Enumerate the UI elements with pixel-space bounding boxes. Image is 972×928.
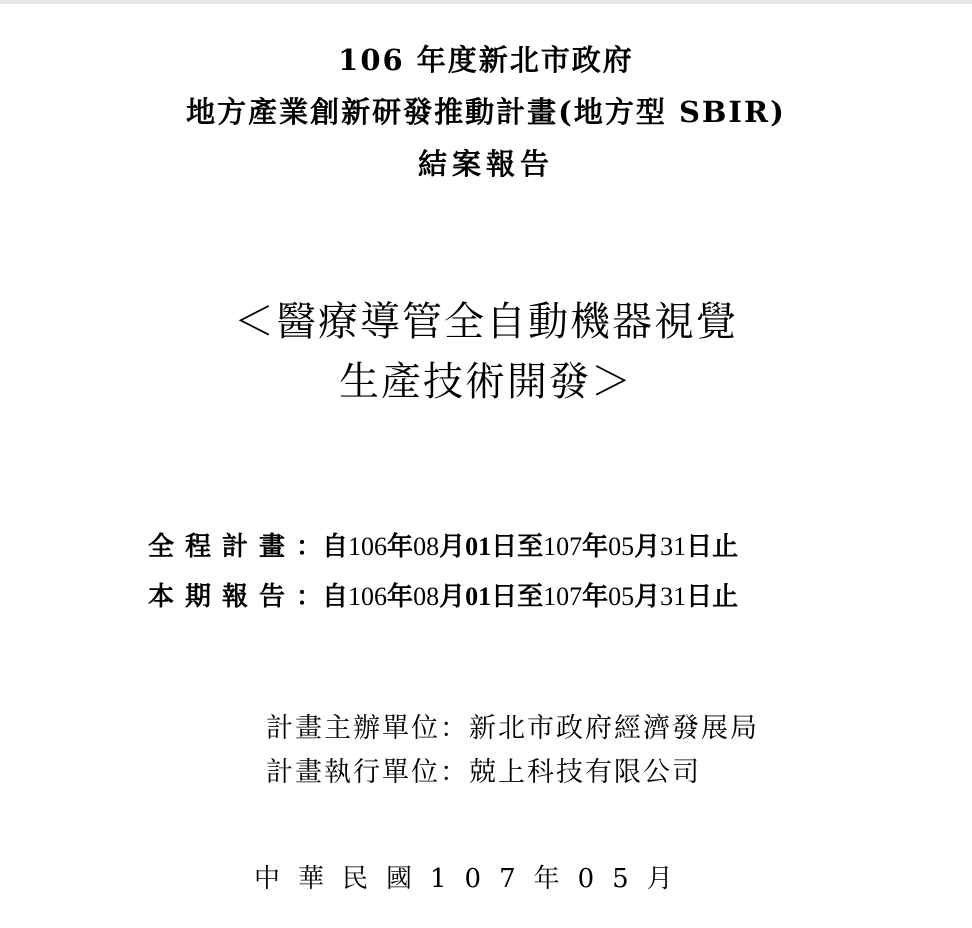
year-word: 年 xyxy=(387,582,414,612)
header-year-government: 106 年度新北市政府 xyxy=(338,43,634,77)
header-report-type: 結案報告 xyxy=(417,147,554,181)
header-program-name: 地方產業創新研發推動計畫(地方型 SBIR) xyxy=(186,95,786,129)
period-separator: ： xyxy=(296,532,323,562)
year-word: 年 xyxy=(387,532,414,562)
from-day: 01 xyxy=(465,582,492,611)
month-word: 月 xyxy=(634,532,661,562)
period-separator: ： xyxy=(296,582,323,612)
from-year: 106 xyxy=(348,532,388,561)
to-year: 107 xyxy=(543,582,583,611)
from-year: 106 xyxy=(348,582,388,611)
to-month: 05 xyxy=(608,582,635,611)
to-word: 至 xyxy=(517,582,544,612)
month-word: 月 xyxy=(439,582,466,612)
project-title-line2: 生產技術開發＞ xyxy=(339,359,633,405)
from-word: 自 xyxy=(322,532,349,562)
host-organization: 計畫主辦單位：新北市政府經濟發展局 xyxy=(266,713,759,744)
period-label: 本期報告 xyxy=(148,582,297,612)
end-word: 日止 xyxy=(686,582,739,612)
year-word: 年 xyxy=(582,532,609,562)
month-word: 月 xyxy=(439,532,466,562)
to-year: 107 xyxy=(543,532,583,561)
to-word: 至 xyxy=(517,532,544,562)
to-day: 31 xyxy=(660,532,687,561)
end-word: 日止 xyxy=(686,532,739,562)
period-full-plan xyxy=(148,526,738,563)
from-day: 01 xyxy=(465,532,492,561)
period-this-report xyxy=(148,576,738,613)
year-word: 年 xyxy=(582,582,609,612)
day-word: 日 xyxy=(491,532,518,562)
period-label: 全程計畫 xyxy=(148,532,297,562)
from-month: 08 xyxy=(413,582,440,611)
report-date: 中華民國107年05月 xyxy=(254,864,691,894)
project-title-line1: ＜醫療導管全自動機器視覺 xyxy=(234,299,738,345)
month-word: 月 xyxy=(634,582,661,612)
executing-organization: 計畫執行單位：兢上科技有限公司 xyxy=(266,757,701,788)
day-word: 日 xyxy=(491,582,518,612)
from-word: 自 xyxy=(322,582,349,612)
from-month: 08 xyxy=(413,532,440,561)
to-day: 31 xyxy=(660,582,687,611)
to-month: 05 xyxy=(608,532,635,561)
